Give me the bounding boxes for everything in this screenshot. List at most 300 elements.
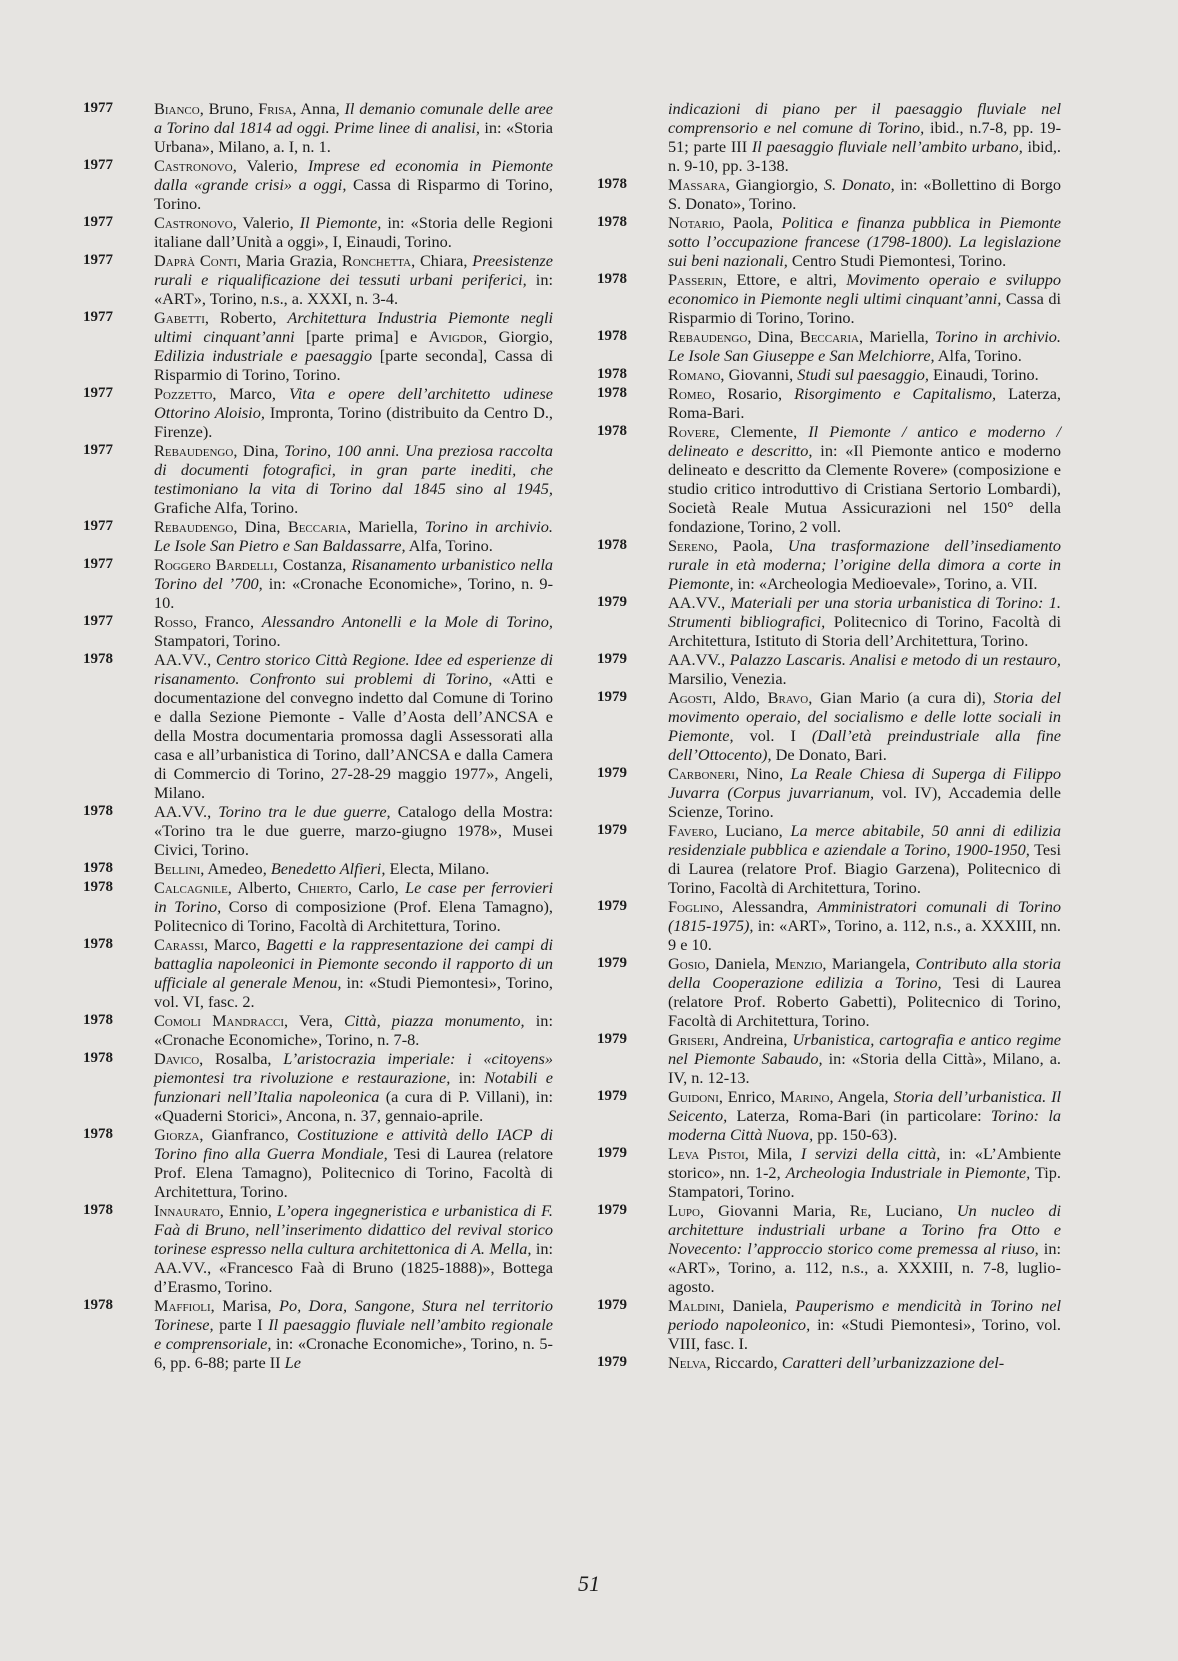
title-segment: Costituzione e attività dello IACP di Torino fino alla Guerra Mondiale,: [154, 1125, 553, 1163]
title-segment: Il Piemonte,: [299, 213, 382, 232]
author-name: Beccaria: [799, 327, 859, 346]
author-name: Rebaudengo: [668, 327, 748, 346]
title-segment: Po, Dora, Sangone, Stura nel territorio Torinese,: [154, 1296, 553, 1334]
text-segment: , Dina,: [233, 441, 285, 460]
author-name: Pozzetto: [154, 384, 213, 403]
author-name: Carassi: [154, 935, 204, 954]
text-segment: , Marco,: [212, 384, 290, 403]
entry-year: 1978: [597, 423, 627, 439]
title-segment: Torino in archivio. Le Isole San Pietro e San Baldassarre,: [154, 517, 553, 555]
author-name: Leva Pistoi: [668, 1144, 745, 1163]
text-segment: Einaudi, Torino.: [928, 365, 1039, 384]
author-name: Ronchetta: [341, 251, 412, 270]
text-segment: AA.VV.,: [154, 650, 216, 669]
author-name: Nelva: [668, 1353, 707, 1372]
text-segment: , Vera,: [284, 1011, 344, 1030]
entry-year: 1979: [597, 765, 627, 781]
entry-text: [154, 517, 553, 555]
title-segment: Amministratori comunali di Torino (1815-1975),: [668, 897, 1061, 935]
title-segment: Torino, 100 anni. Una preziosa raccolta di documenti fotografici, in gran parte inediti, che testimoniano la vita di Torino dal 1845 sino al 1945,: [154, 441, 553, 498]
entry-year: 1979: [597, 1088, 627, 1104]
author-name: Beccaria: [287, 517, 347, 536]
text-segment: in: «Storia Urbana», Milano, a. I, n. 1.: [154, 118, 553, 156]
entry-year: 1977: [83, 385, 113, 401]
bibliography-entry: [83, 384, 553, 441]
bibliography-entry: [83, 251, 553, 308]
author-name: Bellini: [154, 859, 201, 878]
text-segment: Corso di composizione (Prof. Elena Tamagno), Politecnico di Torino, Facoltà di Architettura, Torino.: [154, 897, 553, 935]
bibliography-entry: [83, 99, 553, 156]
entry-text: [668, 536, 1061, 593]
title-segment: Alessandro Antonelli e la Mole di Torino,: [261, 612, 553, 631]
title-segment: Movimento operaio e sviluppo economico in Piemonte negli ultimi cinquant’anni,: [668, 270, 1062, 308]
text-segment: in: «ART», Torino, a. 112, n.s., a. XXXIII, n. 7-8, luglio-agosto.: [668, 1239, 1061, 1296]
page-number: 51: [578, 1571, 600, 1596]
text-segment: , Bruno,: [199, 99, 259, 118]
bibliography-entry: [597, 764, 1061, 821]
author-name: Passerin: [668, 270, 723, 289]
entry-text: [668, 650, 1061, 688]
author-name: Calcagnile: [154, 878, 228, 897]
text-segment: vol. I: [733, 726, 812, 745]
text-segment: , Enrico,: [718, 1087, 781, 1106]
text-segment: Tip. Stampatori, Torino.: [668, 1163, 1061, 1201]
text-segment: in: «Il Piemonte antico e moderno delineato e descritto da Clemente Rovere» (composizione e studio critico introduttivo di Cristiana Sertorio Lombardi), Società Reale Mutua Assicurazioni nel 150° della fondazione, Torino, 2 voll.: [668, 441, 1062, 536]
text-segment: Laterza, Roma-Bari (in particolare:: [727, 1106, 991, 1125]
title-segment: Torino: la moderna Città Nuova,: [668, 1106, 1061, 1144]
entry-year: 1978: [597, 271, 627, 287]
text-segment: , Marco,: [203, 935, 267, 954]
text-segment: , Aldo,: [712, 688, 768, 707]
bibliography-entry: [83, 935, 553, 1011]
text-segment: , Carlo,: [347, 878, 406, 897]
entry-year: 1977: [83, 214, 113, 230]
title-segment: Le case per ferrovieri in Torino,: [154, 878, 553, 916]
text-segment: [parte prima] e: [294, 327, 429, 346]
bibliography-entry: [83, 213, 553, 251]
title-segment: Notabili e funzionari nell’Italia napoleonica: [154, 1068, 553, 1106]
text-segment: in: «L’Ambiente storico», nn. 1-2,: [668, 1144, 1062, 1182]
title-segment: Il Piemonte / antico e moderno / delineato e descritto,: [668, 422, 1062, 460]
author-name: Maffioli: [154, 1296, 211, 1315]
bibliography-entry: [597, 422, 1061, 536]
title-segment: Il paesaggio fluviale nell’ambito urbano,: [751, 137, 1023, 156]
title-segment: Torino tra le due guerre,: [218, 802, 391, 821]
title-segment: L’opera ingegneristica e urbanistica di F. Faà di Bruno, nell’inserimento didattico del revival storico torinese espresso nella cultura architettonica di A. Mella,: [154, 1201, 553, 1258]
entry-year: 1979: [597, 1354, 627, 1370]
entry-year: 1978: [83, 803, 113, 819]
entry-year: 1977: [83, 309, 113, 325]
entry-text: [154, 1125, 553, 1201]
author-name: Foglino: [668, 897, 720, 916]
text-segment: , Andreina,: [714, 1030, 793, 1049]
entry-text: [154, 384, 553, 441]
title-segment: Storia del movimento operaio, del socialismo e delle lotte sociali in Piemonte,: [668, 688, 1061, 745]
author-name: Chierto: [297, 878, 348, 897]
text-segment: , Alessandra,: [719, 897, 818, 916]
text-segment: , Gian Mario (a cura di),: [808, 688, 994, 707]
author-name: Giorza: [154, 1125, 200, 1144]
text-segment: Marsilio, Venezia.: [668, 669, 787, 688]
text-segment: in: «Bollettino di Borgo S. Donato», Torino.: [668, 175, 1061, 213]
author-name: Romano: [668, 365, 721, 384]
bibliography-entry: [83, 650, 553, 802]
author-name: Guidoni: [668, 1087, 719, 1106]
text-segment: , Chiara,: [411, 251, 473, 270]
text-segment: in: «Archeologia Medioevale», Torino, a. VII.: [733, 574, 1038, 593]
title-segment: Torino in archivio. Le Isole San Giuseppe e San Melchiorre,: [668, 327, 1061, 365]
text-segment: , Marisa,: [210, 1296, 279, 1315]
title-segment: Storia dell’urbanistica. Il Seicento,: [668, 1087, 1062, 1125]
entry-year: 1979: [597, 651, 627, 667]
text-segment: , Angela,: [829, 1087, 894, 1106]
text-segment: Politecnico di Torino, Facoltà di Architettura, Istituto di Storia dell’Architettura, Torino.: [668, 612, 1061, 650]
entry-year: 1979: [597, 1031, 627, 1047]
bibliography-entry: [83, 441, 553, 517]
author-name: Rebaudengo: [154, 441, 234, 460]
bibliography-entry: [597, 821, 1061, 897]
bibliography-entry: [597, 384, 1061, 422]
bibliography-entry: [597, 897, 1061, 954]
title-segment: Le: [284, 1353, 301, 1372]
entry-text: [668, 422, 1061, 536]
bibliography-entry: [83, 1125, 553, 1201]
text-segment: AA.VV.,: [668, 593, 731, 612]
entry-text: [154, 308, 553, 384]
bibliography-entry: [83, 517, 553, 555]
entry-year: 1978: [597, 537, 627, 553]
entry-text: [668, 99, 1061, 175]
entry-year: 1977: [83, 442, 113, 458]
title-segment: Risorgimento e Capitalismo,: [794, 384, 997, 403]
text-segment: ibid,. n. 9-10, pp. 3-138.: [668, 137, 1061, 175]
entry-text: [668, 1087, 1061, 1144]
text-segment: in: «Studi Piemontesi», Torino, vol. VI, fasc. 2.: [154, 973, 554, 1011]
author-name: Gosio: [668, 954, 706, 973]
text-segment: in: «ART», Torino, n.s., a. XXXI, n. 3-4.: [154, 270, 553, 308]
bibliography-entry: [83, 1049, 553, 1125]
author-name: Comoli Mandracci: [154, 1011, 284, 1030]
entry-year: 1978: [83, 1297, 113, 1313]
text-segment: «Atti e documentazione del convegno indetto dal Comune di Torino e dalla Sezione Piemonte - Valle d’Aosta dell’ANCSA e della Mostra documentaria promossa dagli Assessorati alla casa e all’urbanistica di Torino, dall’ANCSA e dalla Camera di Commercio di Torino, 27-28-29 maggio 1977», Angeli, Milano.: [154, 669, 553, 802]
entry-year: 1977: [83, 556, 113, 572]
bibliography-entry: [597, 365, 1061, 384]
entry-text: [154, 802, 553, 859]
bibliography-entry: [597, 1201, 1061, 1296]
title-segment: Centro storico Città Regione. Idee ed esperienze di risanamento. Confronto sui problemi di Torino,: [154, 650, 554, 688]
bibliography-entry: [597, 536, 1061, 593]
title-segment: Preesistenze rurali e riqualificazione dei tessuti urbani periferici,: [154, 251, 553, 289]
entry-text: [154, 99, 553, 156]
bibliography-entry: [83, 555, 553, 612]
text-segment: Grafiche Alfa, Torino.: [154, 498, 299, 517]
text-segment: , Clemente,: [715, 422, 809, 441]
entry-year: 1979: [597, 594, 627, 610]
entry-year: 1979: [597, 955, 627, 971]
entry-year: 1978: [83, 860, 113, 876]
text-segment: , Giovanni,: [720, 365, 798, 384]
entry-text: [668, 365, 1061, 384]
entry-year: 1979: [597, 689, 627, 705]
text-segment: AA.VV.,: [154, 802, 219, 821]
text-segment: , Luciano,: [867, 1201, 957, 1220]
entry-year: 1979: [597, 1202, 627, 1218]
title-segment: L’aristocrazia imperiale: i «citoyens» piemontesi tra rivoluzione e restaurazione,: [154, 1049, 554, 1087]
bibliography-entry: [83, 878, 553, 935]
title-segment: Il paesaggio fluviale nell’ambito regionale e comprensoriale,: [154, 1315, 553, 1353]
title-segment: Politica e finanza pubblica in Piemonte sotto l’occupazione francese (1798-1800). La legislazione sui beni nazionali,: [668, 213, 1061, 270]
bibliography-entry: [83, 308, 553, 384]
text-segment: , Mariella,: [346, 517, 426, 536]
title-segment: Risanamento urbanistico nella Torino del ’700,: [154, 555, 553, 593]
bibliography-entry: [597, 593, 1061, 650]
entry-text: [154, 156, 553, 213]
entry-text: [668, 1030, 1061, 1087]
text-segment: , Luciano,: [713, 821, 791, 840]
author-name: Agosti: [668, 688, 713, 707]
text-segment: [parte seconda], Cassa di Risparmio di Torino, Torino.: [154, 346, 553, 384]
entry-text: [668, 384, 1061, 422]
author-name: Frisa: [258, 99, 293, 118]
text-segment: Tesi di Laurea (relatore Prof. Roberto Gabetti), Politecnico di Torino, Facoltà di Architettura, Torino.: [668, 973, 1061, 1030]
author-name: Rebaudengo: [154, 517, 234, 536]
entry-text: [154, 1201, 553, 1296]
bibliography-entry: [83, 1296, 553, 1372]
text-segment: Catalogo della Mostra: «Torino tra le due guerre, marzo-giugno 1978», Musei Civici, Torino.: [154, 802, 553, 859]
entry-text: [154, 878, 553, 935]
text-segment: Stampatori, Torino.: [154, 631, 281, 650]
author-name: Re: [849, 1201, 868, 1220]
text-segment: in: «Cronache Economiche», Torino, n. 5-6, pp. 6-88; parte II: [154, 1334, 553, 1372]
author-name: Avigdor: [428, 327, 484, 346]
text-segment: Centro Studi Piemontesi, Torino.: [787, 251, 1007, 270]
bibliography-entry: [83, 612, 553, 650]
text-segment: Cassa di Risparmio di Torino, Torino.: [668, 289, 1062, 327]
author-name: Marino: [780, 1087, 830, 1106]
text-segment: Alfa, Torino.: [934, 346, 1022, 365]
bibliography-entry: [597, 688, 1061, 764]
title-segment: Un nucleo di architetture industriali urbane a Torino fra Otto e Novecento: l’approccio storico come premessa al riuso,: [668, 1201, 1061, 1258]
author-name: Romeo: [668, 384, 712, 403]
entry-year: 1977: [83, 157, 113, 173]
entry-text: [154, 650, 553, 802]
entry-year: 1978: [597, 385, 627, 401]
entry-year: 1978: [83, 1126, 113, 1142]
title-segment: S. Donato,: [823, 175, 895, 194]
bibliography-entry: [83, 859, 553, 878]
entry-year: 1978: [83, 936, 113, 952]
entry-text: [154, 1296, 553, 1372]
title-segment: Città, piazza monumento,: [344, 1011, 525, 1030]
text-segment: , Ennio,: [219, 1201, 277, 1220]
entry-year: 1978: [597, 214, 627, 230]
text-segment: (a cura di P. Villani), in: «Quaderni Storici», Ancona, n. 37, gennaio-aprile.: [154, 1087, 553, 1125]
entry-year: 1977: [83, 100, 113, 116]
entry-text: [668, 688, 1061, 764]
text-segment: , Daniela,: [720, 1296, 796, 1315]
author-name: Daprà Conti: [154, 251, 238, 270]
title-segment: I servizi della città,: [800, 1144, 941, 1163]
author-name: Castronovo: [154, 156, 233, 175]
text-segment: in: AA.VV., «Francesco Faà di Bruno (1825-1888)», Bottega d’Erasmo, Torino.: [154, 1239, 554, 1296]
text-segment: , Mariangela,: [822, 954, 916, 973]
entry-text: [154, 441, 553, 517]
entry-text: [668, 1353, 1061, 1372]
author-name: Castronovo: [154, 213, 233, 232]
entry-text: [668, 764, 1061, 821]
text-segment: pp. 150-63).: [813, 1125, 898, 1144]
text-segment: , Nino,: [735, 764, 791, 783]
author-name: Massara: [668, 175, 726, 194]
text-segment: , Gianfranco,: [199, 1125, 297, 1144]
title-segment: Edilizia industriale e paesaggio: [154, 346, 373, 365]
text-segment: Tesi di Laurea (relatore Prof. Biagio Garzena), Politecnico di Torino, Facoltà di Architettura, Torino.: [668, 840, 1061, 897]
text-segment: , Rosalba,: [199, 1049, 284, 1068]
title-segment: La Reale Chiesa di Superga di Filippo Juvarra (Corpus juvarrianum,: [668, 764, 1061, 802]
text-segment: , Giangiorgio,: [725, 175, 824, 194]
author-name: Gabetti: [154, 308, 205, 327]
entry-text: [668, 954, 1061, 1030]
bibliography-entry: [597, 1030, 1061, 1087]
text-segment: , Maria Grazia,: [237, 251, 342, 270]
bibliography-entry: [597, 213, 1061, 270]
text-segment: , Riccardo,: [706, 1353, 782, 1372]
entry-year: 1979: [597, 1145, 627, 1161]
entry-text: [154, 1011, 553, 1049]
entry-year: 1979: [597, 822, 627, 838]
title-segment: Una trasformazione dell’insediamento rurale in età moderna; l’origine della dimora a corte in Piemonte,: [668, 536, 1062, 593]
left-column: [83, 99, 553, 1372]
entry-text: [668, 897, 1061, 954]
text-segment: , Paola,: [713, 536, 788, 555]
bibliography-entry: [597, 327, 1061, 365]
text-segment: , Valerio,: [232, 156, 308, 175]
author-name: Favero: [668, 821, 714, 840]
text-segment: vol. IV), Accademia delle Scienze, Torino.: [668, 783, 1061, 821]
entry-year: 1978: [83, 1202, 113, 1218]
text-segment: Impronta, Torino (distribuito da Centro D., Firenze).: [154, 403, 553, 441]
entry-year: 1977: [83, 518, 113, 534]
text-segment: Alfa, Torino.: [405, 536, 493, 555]
title-segment: (Dall’età preindustriale alla fine dell’Ottocento),: [668, 726, 1061, 764]
text-segment: ibid., n.7-8, pp. 19-51; parte III: [668, 118, 1061, 156]
text-segment: , Rosario,: [711, 384, 795, 403]
bibliography-entry: [597, 650, 1061, 688]
text-segment: Tesi di Laurea (relatore Prof. Elena Tamagno), Politecnico di Torino, Facoltà di Architettura, Torino.: [154, 1144, 553, 1201]
text-segment: in: «ART», Torino, a. 112, n.s., a. XXXIII, nn. 9 e 10.: [668, 916, 1061, 954]
text-segment: in:: [450, 1068, 485, 1087]
entry-text: [154, 612, 553, 650]
bibliography-entry: [597, 175, 1061, 213]
text-segment: , Dina,: [747, 327, 800, 346]
text-segment: Cassa di Risparmo di Torino, Torino.: [154, 175, 553, 213]
entry-text: [668, 821, 1061, 897]
bibliography-entry: [597, 1296, 1061, 1353]
title-segment: La merce abitabile, 50 anni di edilizia residenziale pubblica e aziendale a Torino, 1900-1950,: [668, 821, 1062, 859]
bibliography-entry: [83, 1011, 553, 1049]
author-name: Innaurato: [154, 1201, 220, 1220]
title-segment: Pauperismo e mendicità in Torino nel periodo napoleonico,: [668, 1296, 1061, 1334]
title-segment: Bagetti e la rappresentazione dei campi di battaglia napoleonici in Piemonte secondo il rapporto di un ufficiale al generale Menou,: [154, 935, 553, 992]
entry-text: [668, 1144, 1061, 1201]
text-segment: , Paola,: [720, 213, 782, 232]
author-name: Davico: [154, 1049, 200, 1068]
text-segment: , Giovanni Maria,: [699, 1201, 850, 1220]
entry-year: 1978: [83, 879, 113, 895]
text-segment: Laterza, Roma-Bari.: [668, 384, 1061, 422]
author-name: Griseri: [668, 1030, 715, 1049]
entry-text: [668, 1296, 1061, 1353]
bibliography-entry: [83, 1201, 553, 1296]
text-segment: De Donato, Bari.: [771, 745, 887, 764]
text-segment: , Ettore, e altri,: [722, 270, 847, 289]
entry-year: 1978: [83, 1012, 113, 1028]
text-segment: in: «Cronache Economiche», Torino, n. 7-8.: [154, 1011, 553, 1049]
entry-text: [154, 859, 553, 878]
entry-year: 1978: [83, 651, 113, 667]
text-segment: , Roberto,: [204, 308, 288, 327]
entry-text: [154, 555, 553, 612]
text-segment: Electa, Milano.: [385, 859, 490, 878]
bibliography-entry: [597, 954, 1061, 1030]
right-column: [597, 99, 1061, 1372]
author-name: Carboneri: [668, 764, 736, 783]
author-name: Rovere: [668, 422, 716, 441]
entry-text: [668, 270, 1061, 327]
bibliography-entry: [83, 156, 553, 213]
title-segment: Studi sul paesaggio,: [797, 365, 929, 384]
bibliography-entry: [597, 99, 1061, 175]
text-segment: , Daniela,: [705, 954, 775, 973]
bibliography-entry: [597, 1353, 1061, 1372]
title-segment: Contributo alla storia della Cooperazione edilizia a Torino,: [668, 954, 1061, 992]
author-name: Sereno: [668, 536, 714, 555]
entry-year: 1978: [83, 1050, 113, 1066]
text-segment: , Valerio,: [232, 213, 300, 232]
text-segment: in: «Storia delle Regioni italiane dall’Unità a oggi», I, Einaudi, Torino.: [154, 213, 553, 251]
title-segment: Urbanistica, cartografia e antico regime nel Piemonte Sabaudo,: [668, 1030, 1061, 1068]
author-name: Menzio: [774, 954, 823, 973]
text-segment: , Anna,: [292, 99, 345, 118]
title-segment: Palazzo Lascaris. Analisi e metodo di un restauro,: [729, 650, 1062, 669]
text-segment: , Giorgio,: [483, 327, 553, 346]
text-segment: , Franco,: [192, 612, 262, 631]
title-segment: Caratteri dell’urbanizzazione del-: [781, 1353, 1005, 1372]
entry-year: 1978: [597, 366, 627, 382]
title-segment: Vita e opere dell’architetto udinese Ottorino Aloisio,: [154, 384, 554, 422]
text-segment: in: «Studi Piemontesi», Torino, vol. VIII, fasc. I.: [668, 1315, 1061, 1353]
author-name: Lupo: [668, 1201, 700, 1220]
bibliography-entry: [597, 1144, 1061, 1201]
entry-text: [154, 213, 553, 251]
title-segment: Benedetto Alfieri,: [270, 859, 386, 878]
entry-year: 1978: [597, 328, 627, 344]
entry-year: 1979: [597, 898, 627, 914]
entry-text: [668, 1201, 1061, 1296]
entry-text: [668, 327, 1061, 365]
bibliography-entry: [597, 270, 1061, 327]
entry-text: [668, 175, 1061, 213]
author-name: Rosso: [154, 612, 193, 631]
text-segment: , Mila,: [744, 1144, 801, 1163]
text-segment: , Costanza,: [273, 555, 352, 574]
author-name: Notario: [668, 213, 721, 232]
title-segment: indicazioni di piano per il paesaggio fluviale nel comprensorio e nel comune di Torino,: [668, 99, 1061, 137]
author-name: Bianco: [154, 99, 200, 118]
text-segment: , Alberto,: [227, 878, 298, 897]
entry-text: [668, 213, 1061, 270]
bibliography-entry: [83, 802, 553, 859]
